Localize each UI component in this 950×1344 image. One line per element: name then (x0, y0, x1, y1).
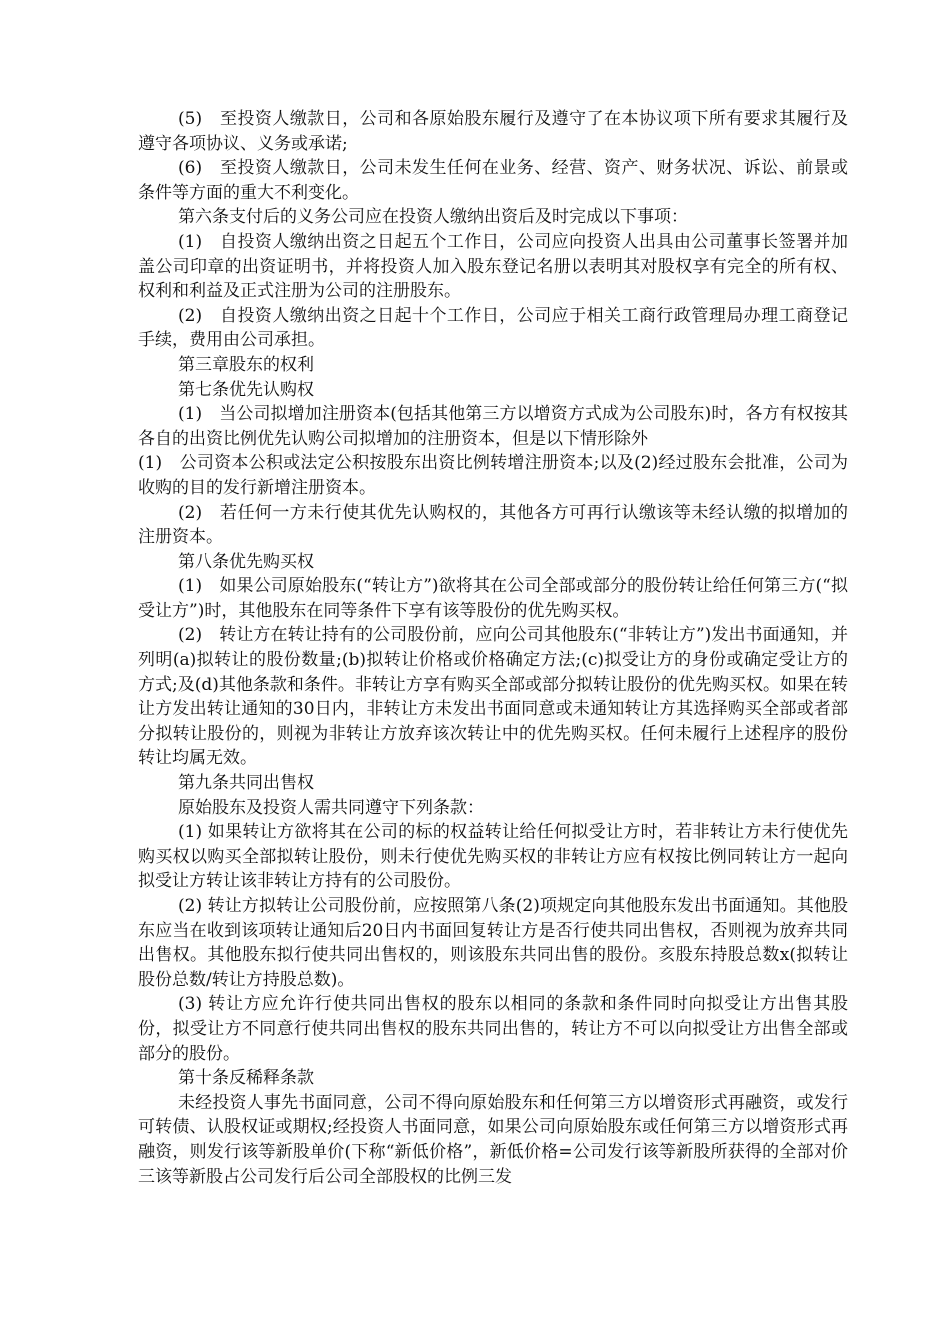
paragraph-article-9-item-1: (1) 如果转让方欲将其在公司的标的权益转让给任何拟受让方时，若非转让方未行使优先购买权以购买全部拟转让股份，则未行使优先购买权的非转让方应有权按比例同转让方一起向拟受让方转让该非转让方持有的公司股份。 (138, 822, 848, 892)
paragraph-article-9-item-3: (3) 转让方应允许行使共同出售权的股东以相同的条款和条件同时向拟受让方出售其股份，拟受让方不同意行使共同出售权的股东共同出售的，转让方不可以向拟受让方出售全部或部分的股份。 (138, 994, 848, 1064)
paragraph-article-9-item-2: (2) 转让方拟转让公司股份前，应按照第八条(2)项规定向其他股东发出书面通知。其他股东应当在收到该项转让通知后20日内书面回复转让方是否行使共同出售权，否则视为放弃共同出售权。其他股东拟行使共同出售权的，则该股东共同出售的股份。亥股东持股总数x(拟转让股份总数/转让方持股总数)。 (138, 896, 848, 990)
paragraph-clause-5: (5) 至投资人缴款日，公司和各原始股东履行及遵守了在本协议项下所有要求其履行及遵守各项协议、义务或承诺; (138, 109, 848, 154)
paragraph-article-7-item-1: (1) 当公司拟增加注册资本(包括其他第三方以增资方式成为公司股东)时，各方有权按其各自的出资比例优先认购公司拟增加的注册资本，但是以下情形除外 (138, 404, 848, 449)
article-10-heading: 第十条反稀释条款 (178, 1068, 314, 1089)
paragraph-article-7-item-2: (2) 若任何一方未行使其优先认购权的，其他各方可再行认缴该等未经认缴的拟增加的注册资本。 (138, 502, 848, 548)
paragraph-clause-6: (6) 至投资人缴款日，公司未发生任何在业务、经营、资产、财务状况、诉讼、前景或条件等方面的重大不利变化。 (138, 158, 848, 203)
paragraph-article-8-item-1: (1) 如果公司原始股东(“转让方”)欲将其在公司全部或部分的股份转让给任何第三方(“拟受让方”)时，其他股东在同等条件下享有该等股份的优先购买权。 (138, 576, 848, 621)
article-7-heading: 第七条优先认购权 (178, 379, 314, 400)
document-body (138, 107, 848, 1189)
article-8-heading: 第八条优先购买权 (178, 551, 314, 572)
paragraph-article-6-item-2: (2) 自投资人缴纳出资之日起十个工作日，公司应于相关工商行政管理局办理工商登记手续，费用由公司承担。 (138, 305, 848, 351)
article-9-heading: 第九条共同出售权 (178, 773, 314, 794)
paragraph-article-7-exception: (1) 公司资本公积或法定公积按股东出资比例转增注册资本;以及(2)经过股东会批准，公司为收购的目的发行新增注册资本。 (138, 453, 848, 498)
paragraph-article-9-intro: 原始股东及投资人需共同遵守下列条款： (178, 797, 484, 818)
chapter-3-heading: 第三章股东的权利 (178, 354, 314, 375)
article-6-heading: 第六条支付后的义务公司应在投资人缴纳出资后及时完成以下事项： (178, 207, 688, 228)
paragraph-article-10-body: 未经投资人事先书面同意，公司不得向原始股东和任何第三方以增资形式再融资，或发行可转债、认股权证或期权;经投资人书面同意，如果公司向原始股东或任何第三方以增资形式再融资，则发行该等新股单价(下称“新低价格”，新低价格=公司发行该等新股所获得的全部对价三该等新股占公司发行后公司全部股权的比例三发 (138, 1092, 848, 1187)
paragraph-article-6-item-1: (1) 自投资人缴纳出资之日起五个工作日，公司应向投资人出具由公司董事长签署并加盖公司印章的出资证明书，并将投资人加入股东登记名册以表明其对股权享有完全的所有权、权利和利益及正式注册为公司的注册股东。 (138, 231, 848, 302)
paragraph-article-8-item-2: (2) 转让方在转让持有的公司股份前，应向公司其他股东(“非转让方”)发出书面通知，并列明(a)拟转让的股份数量;(b)拟转让价格或价格确定方法;(c)拟受让方的身份或确定受让方的方式;及(d)其他条款和条件。非转让方享有购买全部或部分拟转让股份的优先购买权。如果在转让方发出转让通知的30日内，非转让方未发出书面同意或未通知转让方其选择购买全部或者部分拟转让股份的，则视为非转让方放弃该次转让中的优先购买权。任何未履行上述程序的股份转让均属无效。 (138, 625, 848, 769)
